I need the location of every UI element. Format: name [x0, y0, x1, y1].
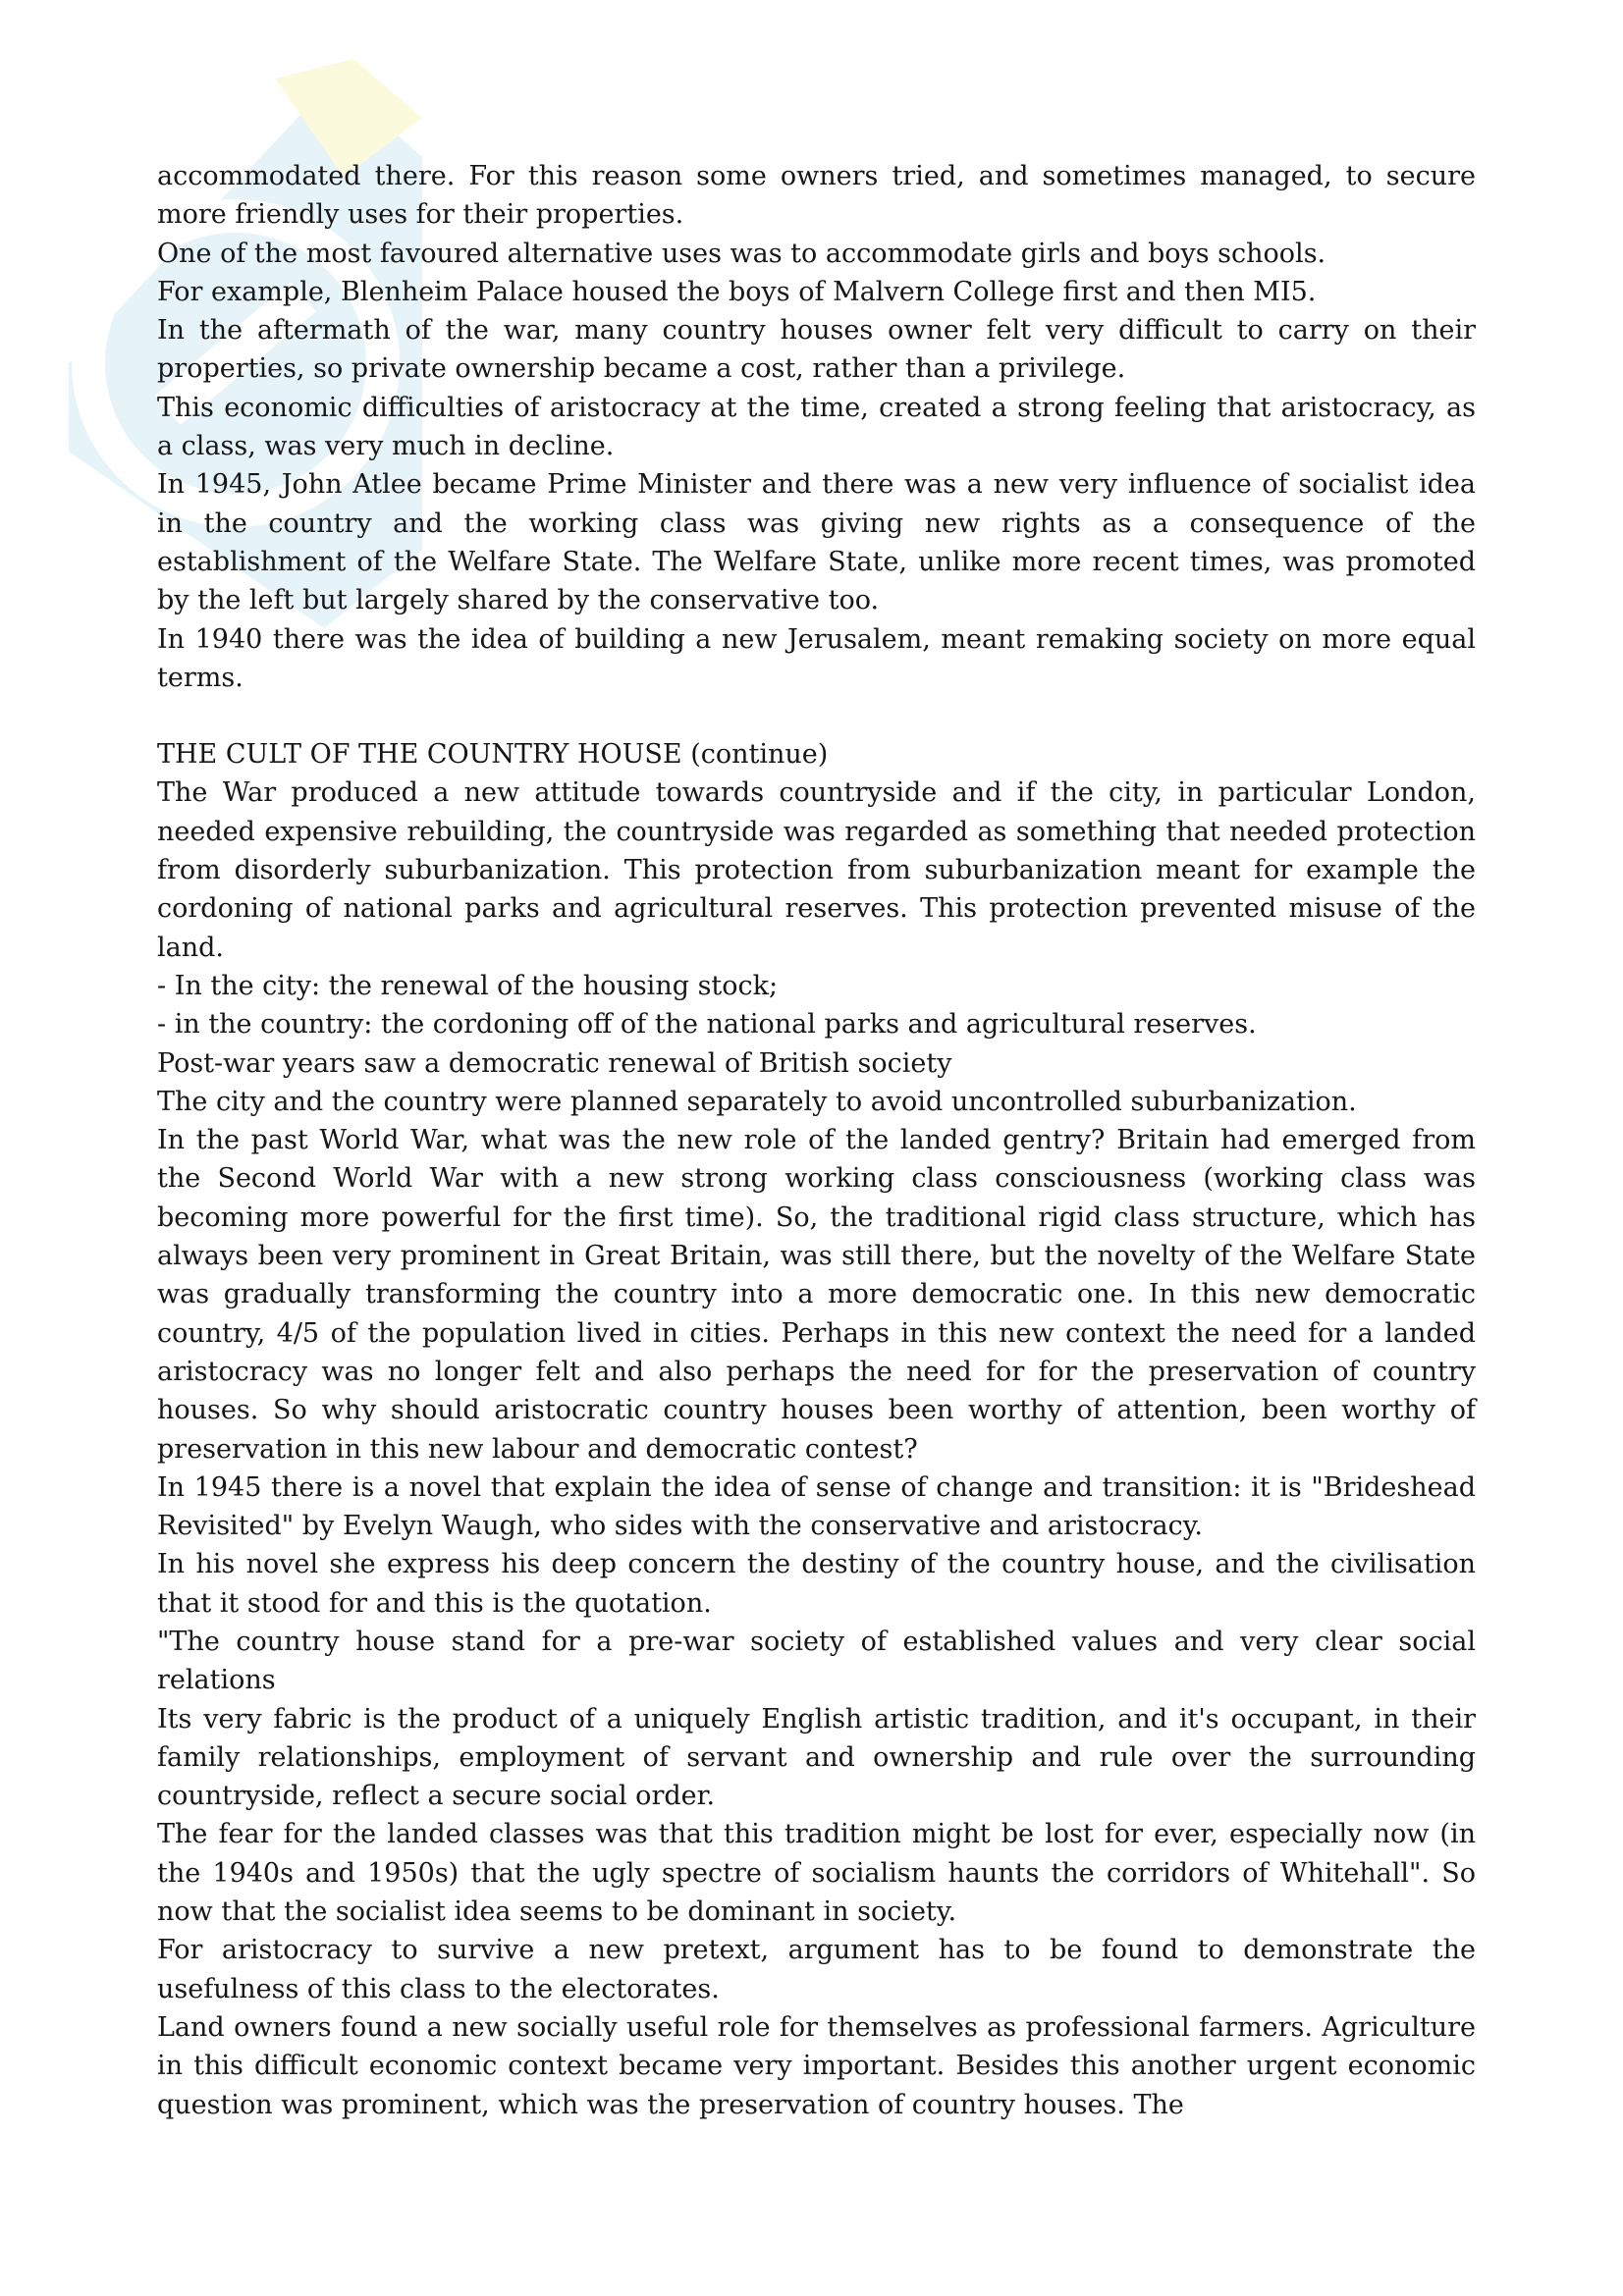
paragraph: In 1940 there was the idea of building a new Jerusalem, meant remaking society on more equal terms. — [157, 623, 1476, 693]
section-heading: THE CULT OF THE COUNTRY HOUSE (continue) — [157, 739, 829, 771]
list-item: - in the country: the cordoning off of the national parks and agricultural reserves. — [157, 1009, 1257, 1041]
quotation-line: "The country house stand for a pre-war society of established values and very clear social relations — [157, 1626, 1476, 1696]
list-item: - In the city: the renewal of the housing stock; — [157, 970, 779, 1001]
paragraph: For aristocracy to survive a new pretext, argument has to be found to demonstrate the usefulness of this class to the electorates. — [157, 1935, 1476, 2004]
paragraph: For example, Blenheim Palace housed the boys of Malvern College first and then MI5. — [157, 276, 1317, 307]
quotation-line: Its very fabric is the product of a uniquely English artistic tradition, and it's occupant, in their family relationships, employment of servant and ownership and rule over the surrounding countryside, reflect a secure social order. — [157, 1703, 1476, 1812]
paragraph: In the past World War, what was the new role of the landed gentry? Britain had emerged from the Second World War with a new strong working class consciousness (working class was becoming more powerful for the first time). So, the traditional rigid class structure, which has always been very prominent in Great Britain, was still there, but the novelty of the Welfare State was gradually transforming the country into a more democratic one. In this new democratic country, 4/5 of the population lived in cities. Perhaps in this new context the need for a landed aristocracy was no longer felt and also perhaps the need for for the preservation of country houses. So why should aristocratic country houses been worthy of attention, been worthy of preservation in this new labour and democratic contest? — [157, 1125, 1476, 1465]
paragraph: In the aftermath of the war, many country houses owner felt very difficult to carry on their properties, so private ownership became a cost, rather than a privilege. — [157, 315, 1476, 385]
paragraph: Post-war years saw a democratic renewal of British society — [157, 1047, 952, 1079]
paragraph: In his novel she express his deep concern the destiny of the country house, and the civilisation that it stood for and this is the quotation. — [157, 1549, 1476, 1619]
section-spacer — [157, 697, 1476, 735]
paragraph: Land owners found a new socially useful role for themselves as professional farmers. Agriculture in this difficult economic context became very important. Besides this another urgent economic question was prominent, which was the preservation of country houses. The — [157, 2011, 1476, 2120]
paragraph: One of the most favoured alternative uses was to accommodate girls and boys schools. — [157, 238, 1326, 269]
paragraph: The War produced a new attitude towards countryside and if the city, in particular London, needed expensive rebuilding, the countryside was regarded as something that needed protection from disorderly suburbanization. This protection from suburbanization meant for example the cordoning of national parks and agricultural reserves. This protection prevented misuse of the land. — [157, 777, 1476, 963]
paragraph: accommodated there. For this reason some owners tried, and sometimes managed, to secure more friendly uses for their properties. — [157, 161, 1476, 231]
paragraph: The city and the country were planned separately to avoid uncontrolled suburbanization. — [157, 1086, 1357, 1117]
document-page — [157, 157, 1476, 2124]
quotation-line: The fear for the landed classes was that this tradition might be lost for ever, especially now (in the 1940s and 1950s) that the ugly spectre of socialism haunts the corridors of Whitehall". So now that the socialist idea seems to be dominant in society. — [157, 1819, 1476, 1928]
paragraph: In 1945, John Atlee became Prime Minister and there was a new very influence of socialist idea in the country and the working class was giving new rights as a consequence of the establishment of the Welfare State. The Welfare State, unlike more recent times, was promoted by the left but largely shared by the conservative too. — [157, 469, 1476, 616]
paragraph: This economic difficulties of aristocracy at the time, created a strong feeling that aristocracy, as a class, was very much in decline. — [157, 392, 1476, 462]
paragraph: In 1945 there is a novel that explain the idea of sense of change and transition: it is "Brideshead Revisited" by Evelyn Waugh, who sides with the conservative and aristocracy. — [157, 1471, 1476, 1542]
